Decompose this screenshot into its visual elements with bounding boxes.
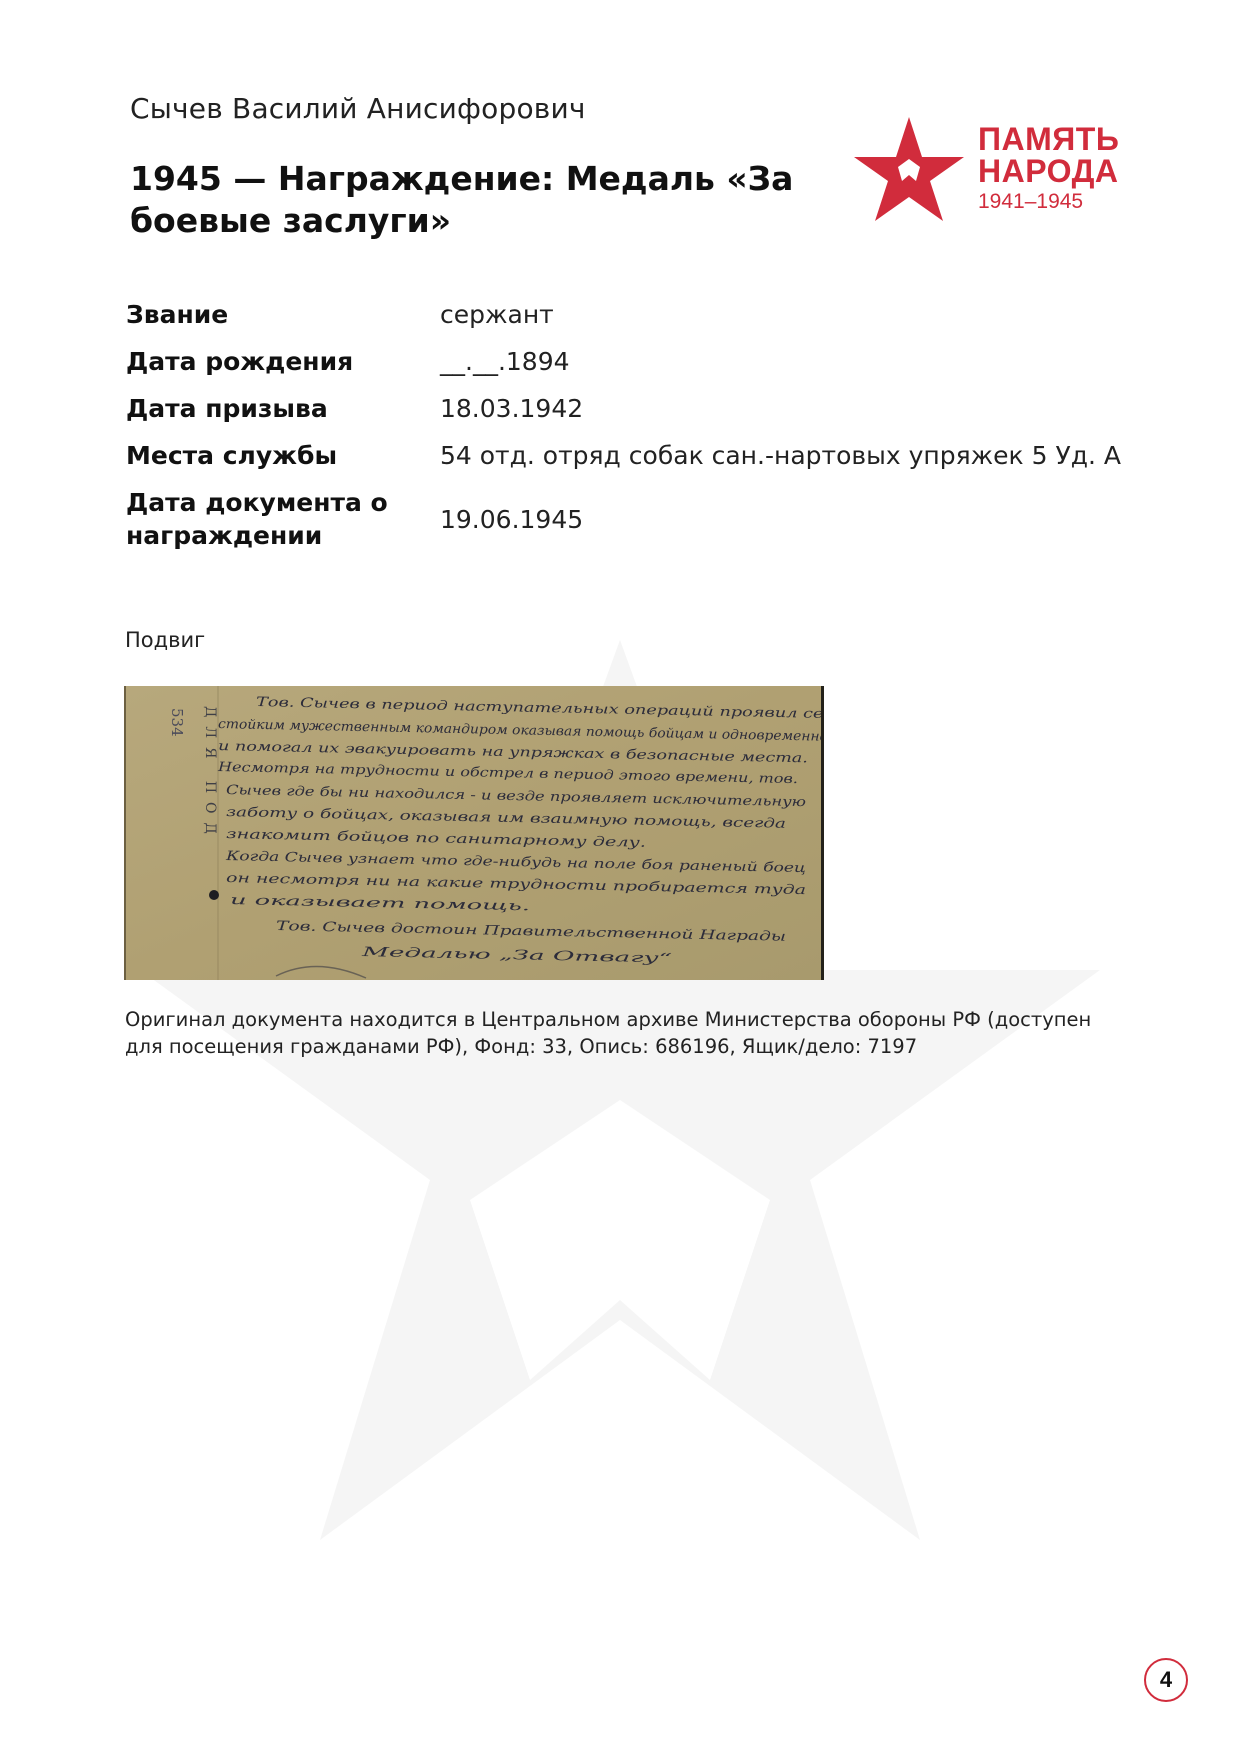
handwritten-document-image [126, 686, 821, 980]
detail-label: Звание [126, 300, 229, 329]
detail-row-draft-date [126, 392, 1126, 425]
scan-handwriting-line: и помогал их эвакуировать на упряжках в безопасные места. [217, 739, 655, 764]
scan-handwriting-line: и оказывает помощь. [229, 893, 383, 912]
archive-source-note: Оригинал документа находится в Центральном архиве Министерства обороны РФ (доступен для посещения гражданами РФ), Фонд: 33, Опись: 686196, Ящик/дело: 7197 [125, 1008, 1092, 1058]
detail-row-rank [126, 298, 1126, 331]
scan-handwriting-line: заботу о бойцах, оказывая им взаимную помощь, всегда [225, 805, 624, 829]
scan-handwriting-line: Когда Сычев узнает что где-нибудь на поле боя раненый боец [225, 849, 667, 874]
pamyat-naroda-logo [850, 115, 1130, 225]
red-star-icon [850, 115, 968, 223]
detail-value: сержант [440, 300, 554, 329]
detail-row-birth-date [126, 345, 1126, 378]
logo-line2: НАРОДА [978, 153, 1119, 189]
scan-handwriting-line: он несмотря ни на какие трудности пробирается туда [225, 871, 625, 895]
scan-handwriting-line: Тов. Сычев в период наступательных операций проявил себя [255, 695, 690, 720]
detail-row-award-doc-date [126, 486, 1126, 552]
detail-value: __.__.1894 [440, 347, 570, 376]
logo-line1: ПАМЯТЬ [978, 121, 1120, 157]
detail-value: 18.03.1942 [440, 394, 584, 423]
scan-margin-text: ДЛЯ ПОД [202, 706, 218, 843]
detail-value: 54 отд. отряд собак сан.-нартовых упряжек 5 Уд. А [440, 441, 1121, 470]
scan-handwriting-line: Несмотря на трудности и обстрел в период этого времени, тов. [217, 760, 688, 785]
details-table [126, 298, 1126, 566]
person-name: Сычев Василий Анисифорович [130, 92, 586, 125]
scan-handwriting-line: Сычев где бы ни находился - и везде проявляет исключительную [225, 783, 689, 808]
scan-handwriting-line: Тов. Сычев достоин Правительственной Награды [275, 919, 633, 942]
scan-handwriting-line: знакомит бойцов по санитарному делу. [225, 827, 509, 848]
detail-label: Места службы [126, 441, 338, 470]
award-document-scan [124, 686, 824, 980]
scan-handwriting-line: стойким мужественным командиром оказывая помощь бойцам и одновременно [217, 717, 790, 744]
scan-handwriting-line: Медалью „За Отвагу“ [361, 945, 516, 964]
award-title: 1945 — Награждение: Медаль «За боевые заслуги» [130, 159, 794, 240]
feat-heading: Подвиг [125, 628, 206, 652]
scan-margin-number: 534 [168, 708, 186, 737]
detail-label: Дата рождения [126, 347, 354, 376]
detail-row-service-places [126, 439, 1126, 472]
detail-value: 19.06.1945 [440, 504, 584, 534]
page-number: 4 [1144, 1658, 1188, 1702]
detail-label: Дата призыва [126, 394, 328, 423]
detail-label: Дата документа о награждении [126, 488, 388, 550]
logo-years: 1941–1945 [978, 190, 1084, 213]
